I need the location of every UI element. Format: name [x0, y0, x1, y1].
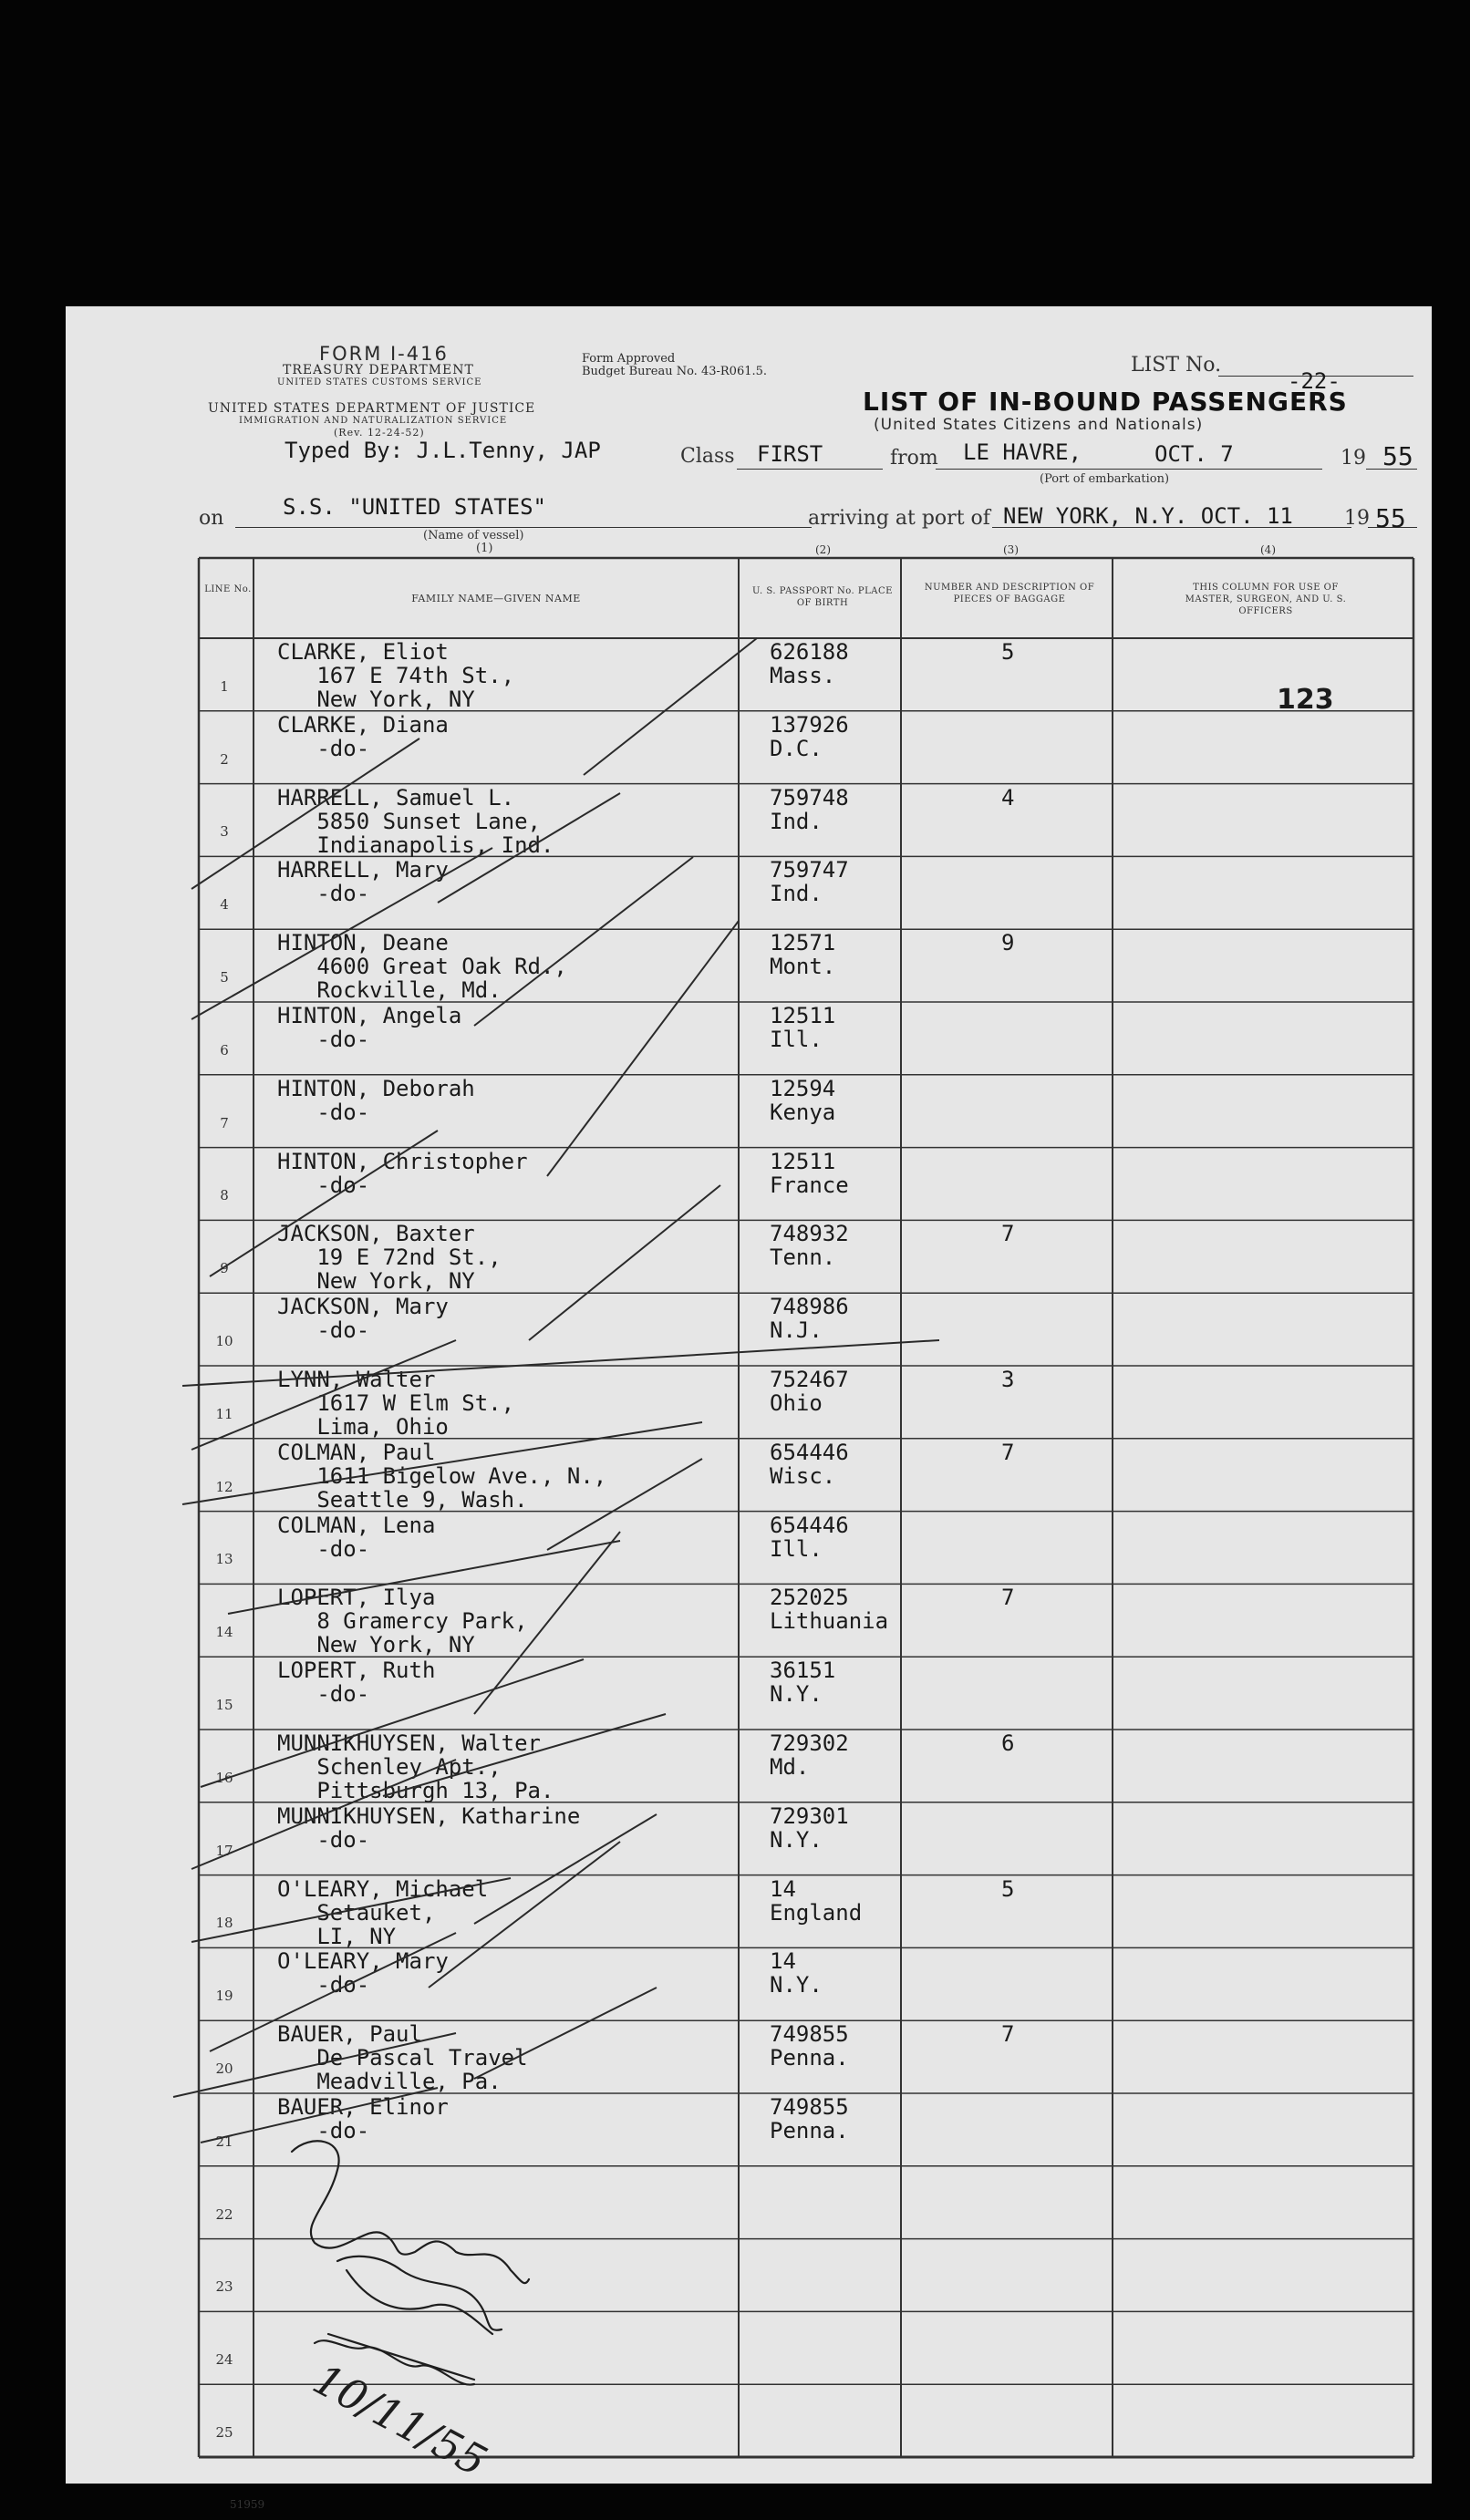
baggage-count: 3 [1001, 1367, 1015, 1392]
dept-justice-sub: IMMIGRATION AND NATURALIZATION SERVICE [239, 416, 508, 426]
dept-treasury-sub: UNITED STATES CUSTOMS SERVICE [277, 377, 482, 387]
passenger-name-address: LYNN, Walter 1617 W Elm St., Lima, Ohio [277, 1367, 515, 1440]
year-value: 55 [1382, 441, 1413, 471]
passenger-name-address: HINTON, Deane 4600 Great Oak Rd., Rockville, Md. [277, 930, 567, 1004]
passport-birthplace: 654446 Ill. [770, 1512, 849, 1562]
baggage-count: 5 [1001, 639, 1015, 665]
line-number: 20 [215, 2060, 233, 2077]
passport-birthplace: 12594 Kenya [770, 1075, 836, 1125]
passenger-name-address: HINTON, Deborah -do- [277, 1075, 475, 1125]
passenger-name-address: HINTON, Angela -do- [277, 1003, 462, 1052]
passport-birthplace: 749855 Penna. [770, 2094, 849, 2143]
line-number: 8 [220, 1187, 229, 1204]
col-number-2: (2) [815, 543, 831, 556]
vessel-col-number: (1) [476, 542, 493, 555]
line-number: 14 [215, 1624, 233, 1641]
form-subtitle: (United States Citizens and Nationals) [874, 416, 1204, 434]
dept-justice: UNITED STATES DEPARTMENT OF JUSTICE [208, 401, 536, 416]
port-embarkation-caption: (Port of embarkation) [1040, 472, 1170, 486]
column-header-name: FAMILY NAME—GIVEN NAME [411, 593, 581, 604]
passport-birthplace: 12511 Ill. [770, 1003, 836, 1052]
form-number: FORM I-416 [319, 343, 449, 365]
port-of-embarkation: LE HAVRE, [963, 439, 1082, 465]
line-number: 11 [215, 1405, 233, 1422]
line-number: 1 [220, 677, 229, 695]
baggage-count: 4 [1001, 784, 1015, 811]
passenger-name-address: O'LEARY, Michael Setauket, LI, NY [277, 1875, 489, 1949]
dept-treasury: TREASURY DEPARTMENT [283, 363, 474, 377]
line-number: 12 [215, 1478, 233, 1495]
passenger-name-address: HARRELL, Samuel L. 5850 Sunset Lane, Indianapolis, Ind. [277, 784, 554, 858]
form-title: LIST OF IN-BOUND PASSENGERS [863, 387, 1348, 417]
arrival-port: NEW YORK, N.Y. OCT. 11 [1003, 503, 1293, 529]
passenger-name-address: JACKSON, Mary -do- [277, 1294, 449, 1344]
on-label: on [199, 507, 224, 530]
passport-birthplace: 36151 N.Y. [770, 1658, 836, 1708]
line-number: 22 [215, 2205, 233, 2223]
line-number: 10 [215, 1333, 233, 1349]
line-number: 24 [215, 2351, 233, 2369]
passport-birthplace: 759747 Ind. [770, 857, 849, 907]
officers-note: 123 [1277, 684, 1334, 716]
baggage-count: 7 [1001, 1585, 1015, 1611]
line-number: 15 [215, 1697, 233, 1713]
baggage-count: 6 [1001, 1730, 1015, 1756]
class-label: Class [680, 445, 735, 468]
line-number: 6 [220, 1041, 229, 1059]
arriving-label: arriving at port of [808, 507, 990, 530]
from-label: from [890, 447, 938, 470]
passenger-name-address: COLMAN, Paul 1611 Bigelow Ave., N., Seattle 9, Wash. [277, 1439, 607, 1513]
passenger-name-address: CLARKE, Eliot 167 E 74th St., New York, NY [277, 639, 515, 712]
passenger-name-address: COLMAN, Lena -do- [277, 1512, 436, 1562]
line-number: 19 [215, 1988, 233, 2005]
passenger-name-address: BAUER, Elinor -do- [277, 2094, 449, 2143]
passport-birthplace: 654446 Wisc. [770, 1439, 849, 1489]
passport-birthplace: 14 England [770, 1875, 863, 1926]
list-no-label: LIST No. [1131, 354, 1222, 377]
passenger-name-address: LOPERT, Ruth -do- [277, 1658, 436, 1708]
passenger-name-address: JACKSON, Baxter 19 E 72nd St., New York, NY [277, 1221, 502, 1295]
baggage-count: 5 [1001, 1875, 1015, 1902]
line-number: 9 [220, 1260, 229, 1277]
vessel-name: S.S. "UNITED STATES" [283, 494, 546, 520]
passport-birthplace: 748932 Tenn. [770, 1221, 849, 1271]
vessel-caption: (Name of vessel) [423, 529, 524, 542]
form-print-code: 51959 [230, 2498, 265, 2511]
line-number: 5 [220, 969, 229, 986]
typed-by: Typed By: J.L.Tenny, JAP [285, 438, 601, 463]
form-revision: (Rev. 12-24-52) [334, 427, 425, 439]
line-number: 17 [215, 1842, 233, 1859]
line-number: 7 [220, 1114, 229, 1131]
form-approved: Form Approved [582, 352, 676, 366]
line-number: 4 [220, 896, 229, 914]
budget-bureau: Budget Bureau No. 43-R061.5. [582, 365, 768, 378]
passenger-name-address: BAUER, Paul De Pascal Travel Meadville, Pa. [277, 2021, 528, 2095]
baggage-count: 9 [1001, 930, 1015, 956]
passenger-name-address: MUNNIKHUYSEN, Walter Schenley Apt., Pittsburgh 13, Pa. [277, 1730, 554, 1803]
passport-birthplace: 252025 Lithuania [770, 1585, 889, 1635]
passenger-name-address: HINTON, Christopher -do- [277, 1148, 528, 1198]
embarkation-date: OCT. 7 [1154, 441, 1234, 467]
passport-birthplace: 137926 D.C. [770, 711, 849, 761]
line-number: 21 [215, 2133, 233, 2150]
passport-birthplace: 752467 Ohio [770, 1367, 849, 1416]
line-number: 25 [215, 2424, 233, 2441]
passenger-name-address: CLARKE, Diana -do- [277, 711, 449, 761]
baggage-count: 7 [1001, 1439, 1015, 1465]
passenger-name-address: O'LEARY, Mary -do- [277, 1948, 449, 1998]
passport-birthplace: 748986 N.J. [770, 1294, 849, 1344]
line-number: 18 [215, 1915, 233, 1932]
passport-birthplace: 729301 N.Y. [770, 1802, 849, 1853]
line-number: 2 [220, 750, 229, 768]
passenger-name-address: LOPERT, Ilya 8 Gramercy Park, New York, NY [277, 1585, 528, 1658]
line-number: 13 [215, 1551, 233, 1568]
passport-birthplace: 626188 Mass. [770, 639, 849, 688]
passenger-name-address: MUNNIKHUYSEN, Katharine -do- [277, 1802, 581, 1853]
passport-birthplace: 12571 Mont. [770, 930, 836, 980]
column-header-line-no: LINE No. [204, 584, 252, 594]
class-value: FIRST [757, 441, 823, 467]
passenger-name-address: HARRELL, Mary -do- [277, 857, 449, 907]
passport-birthplace: 729302 Md. [770, 1730, 849, 1780]
passport-birthplace: 749855 Penna. [770, 2021, 849, 2071]
column-header-officers: THIS COLUMN FOR USE OF MASTER, SURGEON, AND U. S. OFFICERS [1185, 583, 1347, 616]
baggage-count: 7 [1001, 1221, 1015, 1247]
arrival-year-prefix: 19 [1344, 507, 1370, 530]
passport-birthplace: 759748 Ind. [770, 784, 849, 834]
col-number-4: (4) [1260, 543, 1276, 556]
passport-birthplace: 12511 France [770, 1148, 849, 1198]
year-prefix: 19 [1341, 447, 1366, 470]
signature-date: 10/11/55 [305, 2354, 495, 2486]
baggage-count: 7 [1001, 2021, 1015, 2048]
column-header-passport: U. S. PASSPORT No. PLACE OF BIRTH [752, 586, 893, 608]
line-number: 3 [220, 823, 229, 841]
line-number: 23 [215, 2278, 233, 2296]
col-number-3: (3) [1003, 543, 1019, 556]
line-number: 16 [215, 1769, 233, 1786]
column-header-baggage: NUMBER AND DESCRIPTION OF PIECES OF BAGGAGE [924, 583, 1095, 604]
list-no-value: -22- [1288, 368, 1341, 394]
passport-birthplace: 14 N.Y. [770, 1948, 823, 1998]
arrival-year: 55 [1375, 503, 1406, 533]
